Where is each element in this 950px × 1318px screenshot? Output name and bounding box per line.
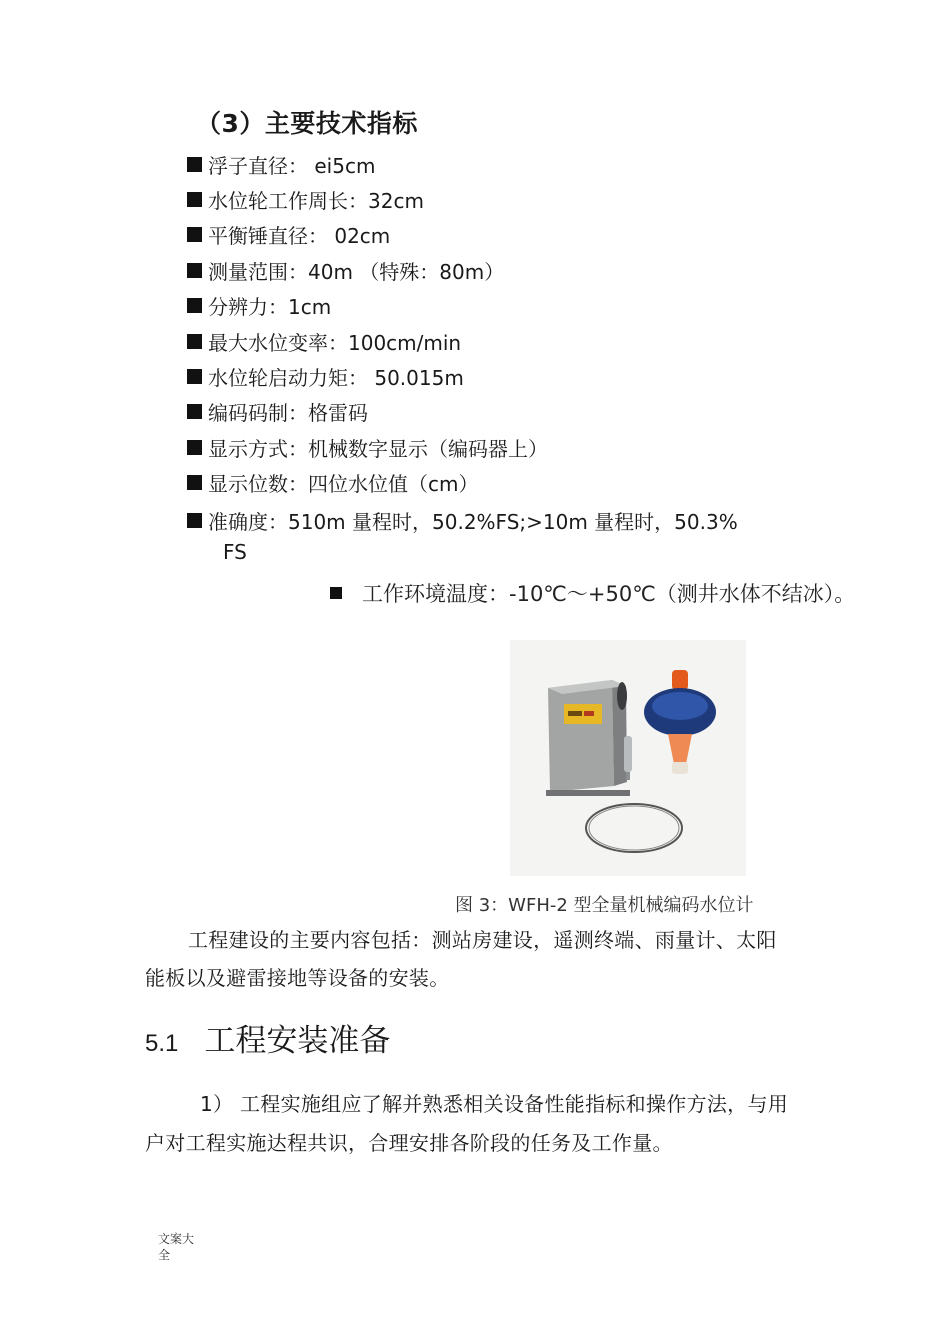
spec-item bbox=[187, 468, 478, 497]
item-1-line-1: 1） 工程实施组应了解并熟悉相关设备性能指标和操作方法，与用 bbox=[200, 1092, 789, 1116]
spec-item bbox=[187, 397, 368, 426]
spec-item bbox=[187, 291, 331, 320]
float-top bbox=[672, 670, 688, 690]
item-1-line-2: 户对工程实施达程共识，合理安排各阶段的任务及工作量。 bbox=[145, 1131, 673, 1155]
pulley-wheel bbox=[617, 682, 627, 710]
counterweight bbox=[624, 736, 632, 772]
square-bullet-icon bbox=[187, 369, 202, 384]
section-title-5-1 bbox=[145, 1015, 390, 1060]
spec-item-continuation: FS bbox=[223, 540, 247, 564]
square-bullet-icon bbox=[187, 263, 202, 278]
intro-paragraph-line-2: 能板以及避雷接地等设备的安装。 bbox=[145, 966, 450, 990]
spec-item-text: 浮子直径： ei5cm bbox=[208, 154, 376, 178]
spec-item-text: 水位轮工作周长：32cm bbox=[208, 189, 424, 213]
wire-coil bbox=[586, 804, 682, 852]
float-cone bbox=[668, 734, 692, 764]
counterweight-tip bbox=[626, 772, 630, 780]
float-highlight bbox=[652, 692, 708, 720]
spec-item-text: 编码码制：格雷码 bbox=[208, 401, 368, 425]
spec-item bbox=[187, 150, 375, 179]
spec-item-text: 显示方式：机械数字显示（编码器上） bbox=[208, 437, 548, 461]
device-body-front bbox=[548, 680, 614, 792]
square-bullet-icon bbox=[187, 404, 202, 419]
square-bullet-icon bbox=[187, 298, 202, 313]
wire-coil-inner bbox=[589, 806, 679, 850]
spec-item bbox=[187, 433, 548, 462]
square-bullet-icon bbox=[187, 440, 202, 455]
spec-item-text: 分辨力：1cm bbox=[208, 295, 332, 319]
square-bullet-icon bbox=[187, 513, 202, 528]
product-photo bbox=[510, 640, 746, 876]
square-bullet-icon bbox=[187, 192, 202, 207]
square-bullet-icon bbox=[330, 587, 342, 599]
square-bullet-icon bbox=[187, 227, 202, 242]
intro-paragraph-line-1: 工程建设的主要内容包括：测站房建设，遥测终端、雨量计、太阳 bbox=[188, 928, 777, 952]
spec-item bbox=[187, 220, 390, 249]
float-weight bbox=[672, 762, 688, 774]
square-bullet-icon bbox=[187, 157, 202, 172]
counter-digits bbox=[584, 711, 594, 716]
spec-item-text: 测量范围：40m （特殊：80m） bbox=[208, 260, 505, 284]
spec-item bbox=[187, 185, 424, 214]
spec-item-text: 准确度：510m 量程时，50.2%FS;>10m 量程时，50.3% bbox=[208, 510, 738, 534]
square-bullet-icon bbox=[187, 475, 202, 490]
spec-item bbox=[187, 256, 504, 285]
temperature-spec-text: 工作环境温度：-10℃～+50℃（测井水体不结冰）。 bbox=[362, 582, 856, 606]
water-level-meter-illustration bbox=[510, 640, 746, 876]
figure-caption: 图 3：WFH-2 型全量机械编码水位计 bbox=[455, 895, 754, 916]
spec-item-text: 平衡锤直径： 02cm bbox=[208, 224, 391, 248]
section-number: 5.1 bbox=[145, 1030, 179, 1057]
spec-item-text: 水位轮启动力矩： 50.015m bbox=[208, 366, 464, 390]
spec-item-text: 最大水位变率：100cm/min bbox=[208, 331, 462, 355]
footer-text: 文案大全 bbox=[158, 1232, 195, 1262]
spec-item bbox=[187, 362, 464, 391]
spec-item-text: 显示位数：四位水位值（cm） bbox=[208, 472, 479, 496]
counter-window bbox=[568, 711, 582, 716]
spec-item bbox=[187, 327, 461, 356]
temperature-spec bbox=[330, 578, 855, 608]
section-title-text: 工程安装准备 bbox=[204, 1023, 391, 1058]
square-bullet-icon bbox=[187, 334, 202, 349]
section-heading: （3）主要技术指标 bbox=[196, 109, 418, 138]
device-base bbox=[546, 790, 630, 796]
spec-item bbox=[187, 506, 738, 535]
